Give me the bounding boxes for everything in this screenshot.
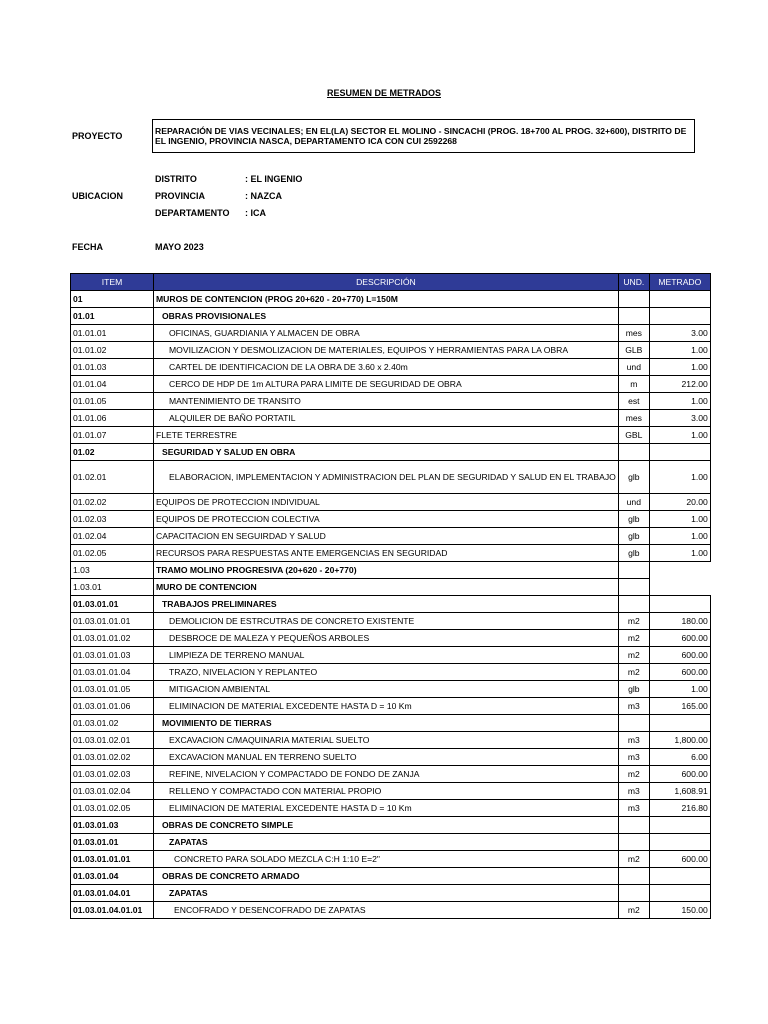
row-unit	[618, 562, 649, 579]
row-unit	[618, 834, 649, 851]
row-metrado: 1,608.91	[649, 783, 710, 800]
provincia-label: PROVINCIA	[155, 191, 206, 201]
table-row	[71, 902, 711, 919]
row-description: MOVILIZACION Y DESMOLIZACION DE MATERIALES, EQUIPOS Y HERRAMIENTAS PARA LA OBRA	[154, 342, 619, 359]
row-metrado: 1.00	[649, 342, 710, 359]
row-unit: m3	[618, 732, 649, 749]
row-description: MANTENIMIENTO DE TRANSITO	[154, 393, 619, 410]
table-row	[71, 393, 711, 410]
row-description: EQUIPOS DE PROTECCION INDIVIDUAL	[154, 494, 619, 511]
row-metrado: 1.00	[649, 359, 710, 376]
row-metrado	[649, 834, 710, 851]
row-metrado: 212.00	[649, 376, 710, 393]
row-description: ELIMINACION DE MATERIAL EXCEDENTE HASTA D = 10 Km	[154, 800, 619, 817]
date-label: FECHA	[72, 242, 103, 252]
table-row	[71, 885, 711, 902]
table-row	[71, 545, 711, 562]
table-row	[71, 528, 711, 545]
table-row	[71, 783, 711, 800]
table-header-row	[71, 274, 711, 291]
row-item: 01.03.01.04	[71, 868, 154, 885]
row-unit: und	[618, 359, 649, 376]
row-metrado: 600.00	[649, 647, 710, 664]
table-row	[71, 596, 711, 613]
row-item: 01.01.02	[71, 342, 154, 359]
table-row	[71, 647, 711, 664]
table-row	[71, 461, 711, 494]
row-description: MUROS DE CONTENCION (PROG 20+620 - 20+770) L=150M	[154, 291, 619, 308]
row-unit: m	[618, 376, 649, 393]
row-item: 01.03.01.02.03	[71, 766, 154, 783]
table-row	[71, 698, 711, 715]
distrito-value: : EL INGENIO	[245, 174, 303, 184]
table-row	[71, 342, 711, 359]
row-item: 1.03.01	[71, 579, 154, 596]
row-metrado: 1.00	[649, 461, 710, 494]
row-description: FLETE TERRESTRE	[154, 427, 619, 444]
row-unit: m2	[618, 766, 649, 783]
row-item: 01.01.01	[71, 325, 154, 342]
row-unit	[618, 291, 649, 308]
row-metrado: 1,800.00	[649, 732, 710, 749]
row-item: 01.02.02	[71, 494, 154, 511]
row-unit: m2	[618, 902, 649, 919]
row-metrado	[649, 817, 710, 834]
row-description: DESBROCE DE MALEZA Y PEQUEÑOS ARBOLES	[154, 630, 619, 647]
row-metrado: 1.00	[649, 681, 710, 698]
row-description: MOVIMIENTO DE TIERRAS	[154, 715, 619, 732]
header-description: DESCRIPCIÓN	[154, 274, 619, 291]
row-metrado: 216.80	[649, 800, 710, 817]
row-item: 01.02.03	[71, 511, 154, 528]
table-row	[71, 681, 711, 698]
table-row	[71, 800, 711, 817]
table-row	[71, 511, 711, 528]
table-row	[71, 562, 711, 579]
row-description: OBRAS DE CONCRETO SIMPLE	[154, 817, 619, 834]
row-unit	[618, 715, 649, 732]
provincia-value: : NAZCA	[245, 191, 282, 201]
row-description: EXCAVACION MANUAL EN TERRENO SUELTO	[154, 749, 619, 766]
row-item: 01	[71, 291, 154, 308]
row-unit: mes	[618, 410, 649, 427]
row-metrado: 20.00	[649, 494, 710, 511]
row-item: 01.01.03	[71, 359, 154, 376]
distrito-label: DISTRITO	[155, 174, 197, 184]
table-row	[71, 766, 711, 783]
row-unit	[618, 308, 649, 325]
row-description: OBRAS PROVISIONALES	[154, 308, 619, 325]
row-item: 01.03.01.02.04	[71, 783, 154, 800]
row-metrado: 600.00	[649, 851, 710, 868]
row-item: 01.01	[71, 308, 154, 325]
row-metrado: 3.00	[649, 410, 710, 427]
row-item: 01.03.01.02	[71, 715, 154, 732]
row-unit: glb	[618, 545, 649, 562]
row-metrado	[649, 868, 710, 885]
row-metrado: 1.00	[649, 511, 710, 528]
table-row	[71, 664, 711, 681]
row-item: 01.03.01.02.02	[71, 749, 154, 766]
row-description: TRAZO, NIVELACION Y REPLANTEO	[154, 664, 619, 681]
row-unit: m2	[618, 851, 649, 868]
row-item: 01.03.01.04.01.01	[71, 902, 154, 919]
table-row	[71, 817, 711, 834]
row-unit: GBL	[618, 427, 649, 444]
table-body	[71, 291, 711, 919]
row-metrado: 6.00	[649, 749, 710, 766]
row-unit: und	[618, 494, 649, 511]
row-item: 01.03.01.01	[71, 596, 154, 613]
row-unit: m2	[618, 664, 649, 681]
table-row	[71, 749, 711, 766]
row-unit: m3	[618, 749, 649, 766]
table-row	[71, 613, 711, 630]
row-metrado: 165.00	[649, 698, 710, 715]
table-row	[71, 579, 711, 596]
row-description: RECURSOS PARA RESPUESTAS ANTE EMERGENCIAS EN SEGURIDAD	[154, 545, 619, 562]
row-unit: GLB	[618, 342, 649, 359]
table-row	[71, 427, 711, 444]
row-description: ALQUILER DE BAÑO PORTATIL	[154, 410, 619, 427]
row-unit	[618, 885, 649, 902]
row-item: 01.01.05	[71, 393, 154, 410]
row-metrado	[649, 715, 710, 732]
header-unit: UND.	[618, 274, 649, 291]
metrados-table	[70, 273, 711, 919]
row-description: TRABAJOS PRELIMINARES	[154, 596, 619, 613]
row-metrado	[649, 885, 710, 902]
date-value: MAYO 2023	[155, 242, 204, 252]
row-metrado: 1.00	[649, 528, 710, 545]
row-item: 01.03.01.01	[71, 834, 154, 851]
row-unit: m3	[618, 783, 649, 800]
row-item: 01.02.05	[71, 545, 154, 562]
departamento-label: DEPARTAMENTO	[155, 208, 230, 218]
row-description: SEGURIDAD Y SALUD EN OBRA	[154, 444, 619, 461]
row-metrado: 600.00	[649, 664, 710, 681]
table-row	[71, 291, 711, 308]
table-row	[71, 851, 711, 868]
row-description: ELABORACION, IMPLEMENTACION Y ADMINISTRACION DEL PLAN DE SEGURIDAD Y SALUD EN EL TRABAJO	[154, 461, 619, 494]
row-unit	[618, 817, 649, 834]
row-unit: glb	[618, 461, 649, 494]
table-row	[71, 376, 711, 393]
row-metrado: 150.00	[649, 902, 710, 919]
row-item: 01.01.06	[71, 410, 154, 427]
row-item: 01.03.01.01.04	[71, 664, 154, 681]
row-unit: glb	[618, 681, 649, 698]
row-unit	[618, 444, 649, 461]
departamento-value: : ICA	[245, 208, 266, 218]
row-description: ZAPATAS	[154, 885, 619, 902]
row-item: 01.03.01.03	[71, 817, 154, 834]
row-metrado: 1.00	[649, 545, 710, 562]
table-row	[71, 444, 711, 461]
row-item: 01.01.04	[71, 376, 154, 393]
table-row	[71, 494, 711, 511]
table-row	[71, 732, 711, 749]
row-item: 01.02	[71, 444, 154, 461]
row-metrado	[649, 444, 710, 461]
row-unit: glb	[618, 511, 649, 528]
row-unit: m3	[618, 800, 649, 817]
header-item: ITEM	[71, 274, 154, 291]
row-unit: est	[618, 393, 649, 410]
row-item: 01.01.07	[71, 427, 154, 444]
row-metrado: 600.00	[649, 630, 710, 647]
row-description: OBRAS DE CONCRETO ARMADO	[154, 868, 619, 885]
row-description: ENCOFRADO Y DESENCOFRADO DE ZAPATAS	[154, 902, 619, 919]
table-row	[71, 308, 711, 325]
table-row	[71, 410, 711, 427]
location-label: UBICACION	[72, 191, 123, 201]
row-description: CARTEL DE IDENTIFICACION DE LA OBRA DE 3.60 x 2.40m	[154, 359, 619, 376]
row-metrado	[649, 579, 710, 596]
table-row	[71, 715, 711, 732]
row-metrado	[649, 596, 710, 613]
table-row	[71, 359, 711, 376]
row-description: REFINE, NIVELACION Y COMPACTADO DE FONDO DE ZANJA	[154, 766, 619, 783]
row-description: MITIGACION AMBIENTAL	[154, 681, 619, 698]
project-label: PROYECTO	[72, 131, 123, 141]
row-metrado	[649, 308, 710, 325]
row-item: 01.03.01.01.01	[71, 613, 154, 630]
row-item: 01.03.01.02.05	[71, 800, 154, 817]
project-description: REPARACIÓN DE VIAS VECINALES; EN EL(LA) SECTOR EL MOLINO - SINCACHI (PROG. 18+700 AL PROG. 32+600), DISTRITO DE EL INGENIO, PROVINCIA NASCA, DEPARTAMENTO ICA CON CUI 2592268	[152, 119, 695, 153]
table-row	[71, 325, 711, 342]
row-description: ELIMINACION DE MATERIAL EXCEDENTE HASTA D = 10 Km	[154, 698, 619, 715]
row-metrado	[649, 291, 710, 308]
row-item: 01.03.01.02.01	[71, 732, 154, 749]
row-unit: glb	[618, 528, 649, 545]
row-metrado: 180.00	[649, 613, 710, 630]
row-description: MURO DE CONTENCION	[154, 579, 619, 596]
row-description: LIMPIEZA DE TERRENO MANUAL	[154, 647, 619, 664]
row-unit	[618, 868, 649, 885]
row-item: 01.03.01.01.05	[71, 681, 154, 698]
row-item: 01.03.01.01.02	[71, 630, 154, 647]
row-unit: m2	[618, 630, 649, 647]
table-row	[71, 630, 711, 647]
row-item: 01.03.01.01.01	[71, 851, 154, 868]
row-unit	[618, 596, 649, 613]
table-row	[71, 834, 711, 851]
row-item: 01.03.01.04.01	[71, 885, 154, 902]
header-metrado: METRADO	[649, 274, 710, 291]
document-title: RESUMEN DE METRADOS	[326, 88, 441, 98]
row-description: TRAMO MOLINO PROGRESIVA (20+620 - 20+770)	[154, 562, 619, 579]
row-description: RELLENO Y COMPACTADO CON MATERIAL PROPIO	[154, 783, 619, 800]
row-metrado: 1.00	[649, 427, 710, 444]
row-metrado	[649, 562, 710, 579]
row-item: 01.02.01	[71, 461, 154, 494]
row-unit: m2	[618, 613, 649, 630]
row-unit: m2	[618, 647, 649, 664]
table-row	[71, 868, 711, 885]
row-item: 01.02.04	[71, 528, 154, 545]
row-description: CAPACITACION EN SEGUIRDAD Y SALUD	[154, 528, 619, 545]
row-metrado: 1.00	[649, 393, 710, 410]
row-description: CONCRETO PARA SOLADO MEZCLA C:H 1:10 E=2"	[154, 851, 619, 868]
row-description: DEMOLICION DE ESTRCUTRAS DE CONCRETO EXISTENTE	[154, 613, 619, 630]
row-unit	[618, 579, 649, 596]
row-description: EQUIPOS DE PROTECCION COLECTIVA	[154, 511, 619, 528]
row-description: ZAPATAS	[154, 834, 619, 851]
row-item: 01.03.01.01.06	[71, 698, 154, 715]
row-metrado: 600.00	[649, 766, 710, 783]
row-item: 1.03	[71, 562, 154, 579]
row-description: CERCO DE HDP DE 1m ALTURA PARA LIMITE DE SEGURIDAD DE OBRA	[154, 376, 619, 393]
row-description: OFICINAS, GUARDIANIA Y ALMACEN DE OBRA	[154, 325, 619, 342]
row-item: 01.03.01.01.03	[71, 647, 154, 664]
row-metrado: 3.00	[649, 325, 710, 342]
row-unit: m3	[618, 698, 649, 715]
row-unit: mes	[618, 325, 649, 342]
row-description: EXCAVACION C/MAQUINARIA MATERIAL SUELTO	[154, 732, 619, 749]
